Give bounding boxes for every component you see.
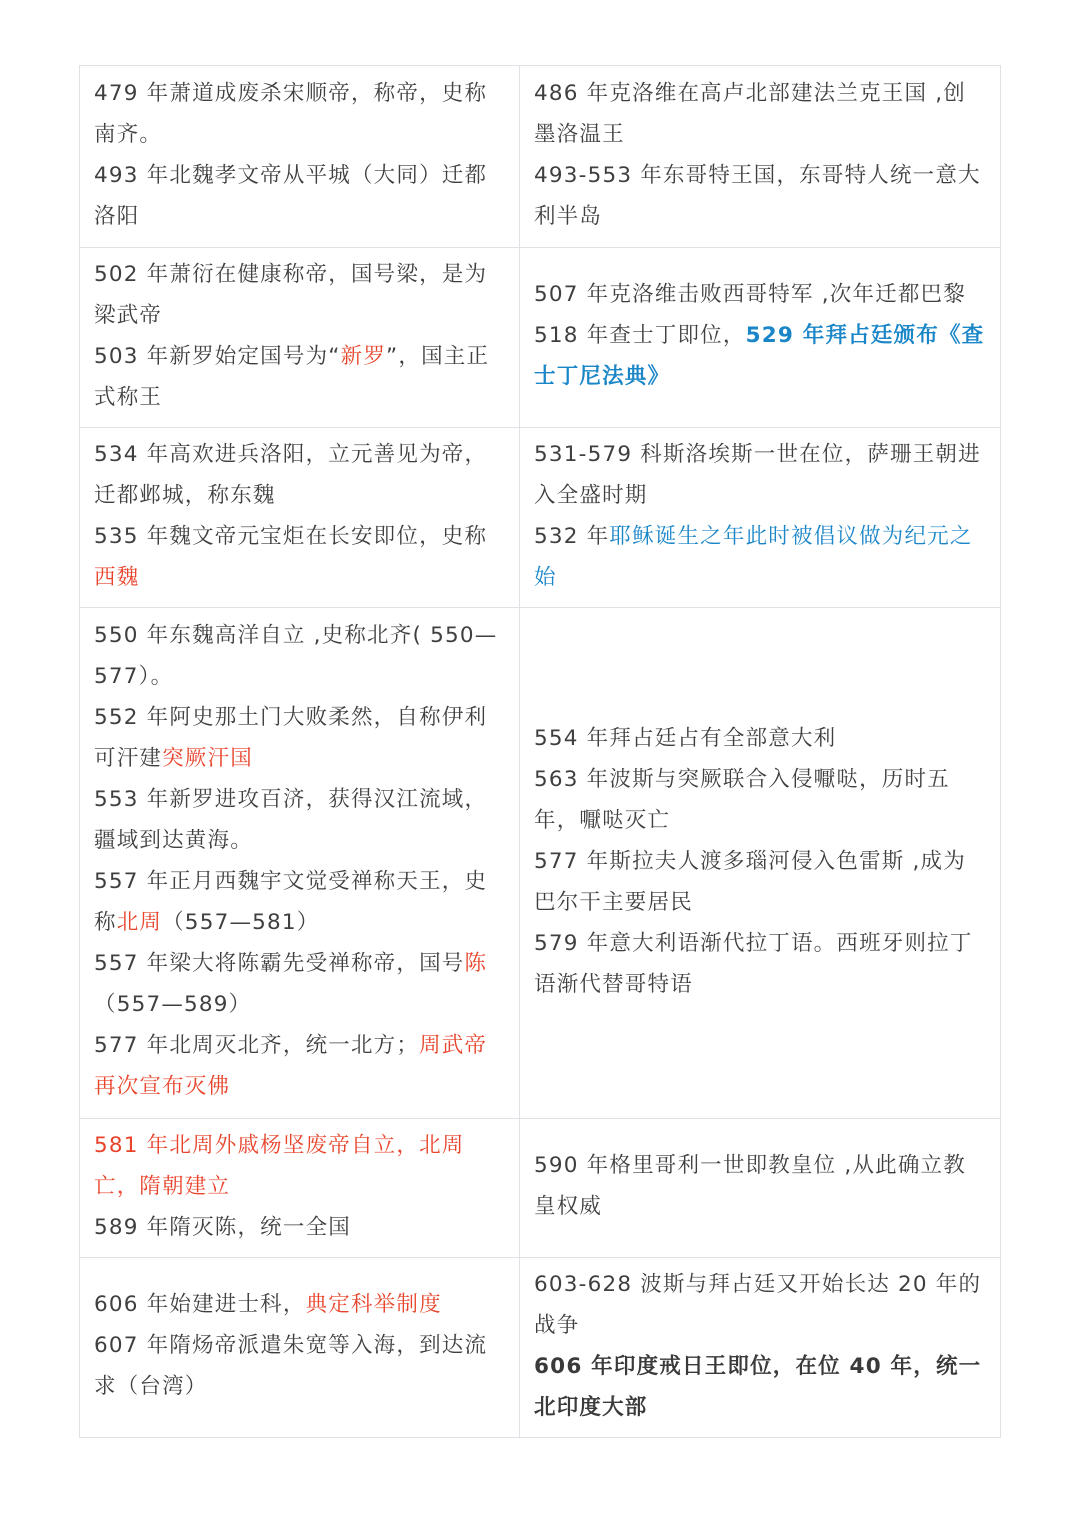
event-line bbox=[94, 1025, 505, 1107]
event-line bbox=[94, 615, 505, 697]
event-text: 502 年萧衍在健康称帝，国号梁，是为梁武帝 bbox=[94, 261, 488, 328]
event-text: 503 年新罗始定国号为“ bbox=[94, 343, 341, 369]
highlighted-text: 北周 bbox=[116, 910, 163, 935]
event-text: 589 年隋灭陈，统一全国 bbox=[94, 1214, 351, 1240]
event-line bbox=[94, 1207, 505, 1248]
event-line bbox=[534, 718, 986, 759]
event-text: 493 年北魏孝文帝从平城（大同）迁都洛阳 bbox=[94, 162, 488, 229]
event-line bbox=[94, 73, 505, 155]
event-line bbox=[94, 254, 505, 336]
event-line bbox=[94, 943, 505, 1025]
event-text: 553 年新罗进攻百济，获得汉江流域，疆域到达黄海。 bbox=[94, 787, 488, 853]
event-line bbox=[94, 1284, 505, 1325]
highlighted-text: 周武帝再次宣布灭佛 bbox=[94, 1033, 488, 1099]
event-text: 554 年拜占廷占有全部意大利 bbox=[534, 725, 837, 751]
event-text: 606 年始建进士科， bbox=[94, 1292, 306, 1317]
event-text: 486 年克洛维在高卢北部建法兰克王国 ,创墨洛温王 bbox=[534, 80, 966, 147]
world-events-cell bbox=[520, 1119, 1000, 1257]
highlighted-text: 西魏 bbox=[94, 564, 140, 590]
event-line bbox=[94, 861, 505, 943]
china-events-cell bbox=[80, 608, 520, 1118]
event-text: 479 年萧道成废杀宋顺帝，称帝，史称南齐。 bbox=[94, 80, 488, 147]
event-text: 535 年魏文帝元宝炬在长安即位，史称 bbox=[94, 523, 488, 549]
event-text: 577 年斯拉夫人渡多瑙河侵入色雷斯 ,成为巴尔干主要居民 bbox=[534, 848, 966, 915]
event-text: 552 年阿史那土门大败柔然，自称伊利可汗建 bbox=[94, 705, 488, 771]
china-events-cell bbox=[80, 248, 520, 427]
event-line bbox=[534, 274, 986, 315]
event-text: 493-553 年东哥特王国，东哥特人统一意大利半岛 bbox=[534, 162, 981, 229]
world-events-cell bbox=[520, 428, 1000, 607]
highlighted-text: 606 年印度戒日王即位，在位 40 年，统一北印度大部 bbox=[534, 1353, 982, 1420]
event-text: 534 年高欢进兵洛阳，立元善见为帝，迁都邺城，称东魏 bbox=[94, 441, 488, 508]
event-text: 531-579 科斯洛埃斯一世在位，萨珊王朝进入全盛时期 bbox=[534, 441, 981, 508]
event-line bbox=[534, 759, 986, 841]
event-text: （557—581） bbox=[162, 910, 320, 935]
world-events-cell bbox=[520, 608, 1000, 1118]
highlighted-text: 581 年北周外戚杨坚废帝自立，北周亡，隋朝建立 bbox=[94, 1132, 465, 1199]
event-line bbox=[534, 1346, 986, 1428]
event-line bbox=[534, 841, 986, 923]
event-line bbox=[534, 516, 986, 598]
highlighted-text: 529 年拜占廷颁布《查士丁尼法典》 bbox=[534, 323, 985, 389]
event-line bbox=[534, 434, 986, 516]
highlighted-text: 突厥汗国 bbox=[162, 746, 253, 771]
event-line bbox=[534, 1145, 986, 1227]
event-line bbox=[94, 1325, 505, 1407]
event-line bbox=[534, 315, 986, 397]
event-text: 579 年意大利语渐代拉丁语。西班牙则拉丁语渐代替哥特语 bbox=[534, 930, 973, 997]
event-text: 557 年正月西魏宇文觉受禅称天王，史称 bbox=[94, 869, 488, 935]
event-text: （557—589） bbox=[94, 992, 252, 1017]
event-text: 518 年查士丁即位， bbox=[534, 323, 746, 348]
event-line bbox=[534, 155, 986, 237]
table-row bbox=[80, 607, 1000, 1118]
highlighted-text: 耶稣诞生之年此时被倡议做为纪元之始 bbox=[534, 523, 973, 590]
highlighted-text: 陈 bbox=[464, 951, 488, 976]
event-text: 507 年克洛维击败西哥特军 ,次年迁都巴黎 bbox=[534, 282, 966, 307]
event-line bbox=[94, 155, 505, 237]
event-text: 557 年梁大将陈霸先受禅称帝，国号 bbox=[94, 951, 465, 976]
event-line bbox=[534, 73, 986, 155]
history-timeline-table bbox=[79, 65, 1001, 1438]
table-row bbox=[80, 1257, 1000, 1437]
event-line bbox=[534, 923, 986, 1005]
event-line bbox=[94, 1125, 505, 1207]
china-events-cell bbox=[80, 1119, 520, 1257]
table-row bbox=[80, 247, 1000, 427]
event-text: 590 年格里哥利一世即教皇位 ,从此确立教皇权威 bbox=[534, 1153, 966, 1219]
event-line bbox=[94, 336, 505, 418]
event-line bbox=[94, 516, 505, 598]
event-text: 603-628 波斯与拜占廷又开始长达 20 年的战争 bbox=[534, 1271, 982, 1338]
event-text: 607 年隋炀帝派遣朱宽等入海，到达流求（台湾） bbox=[94, 1333, 488, 1399]
event-line bbox=[94, 697, 505, 779]
table-row bbox=[80, 427, 1000, 607]
event-line bbox=[94, 434, 505, 516]
highlighted-text: 新罗 bbox=[340, 343, 387, 369]
event-text: ”，国主正式称王 bbox=[94, 343, 490, 410]
china-events-cell bbox=[80, 428, 520, 607]
event-text: 563 年波斯与突厥联合入侵嚈哒，历时五年，嚈哒灭亡 bbox=[534, 766, 950, 833]
table-row bbox=[80, 1118, 1000, 1257]
world-events-cell bbox=[520, 248, 1000, 427]
event-text: 532 年 bbox=[534, 523, 610, 549]
world-events-cell bbox=[520, 66, 1000, 247]
china-events-cell bbox=[80, 1258, 520, 1437]
event-line bbox=[534, 1264, 986, 1346]
world-events-cell bbox=[520, 1258, 1000, 1437]
event-text: 550 年东魏高洋自立 ,史称北齐( 550—577）。 bbox=[94, 623, 498, 689]
china-events-cell bbox=[80, 66, 520, 247]
table-row bbox=[80, 66, 1000, 247]
highlighted-text: 典定科举制度 bbox=[305, 1292, 442, 1317]
event-line bbox=[94, 779, 505, 861]
event-text: 577 年北周灭北齐，统一北方； bbox=[94, 1033, 420, 1058]
